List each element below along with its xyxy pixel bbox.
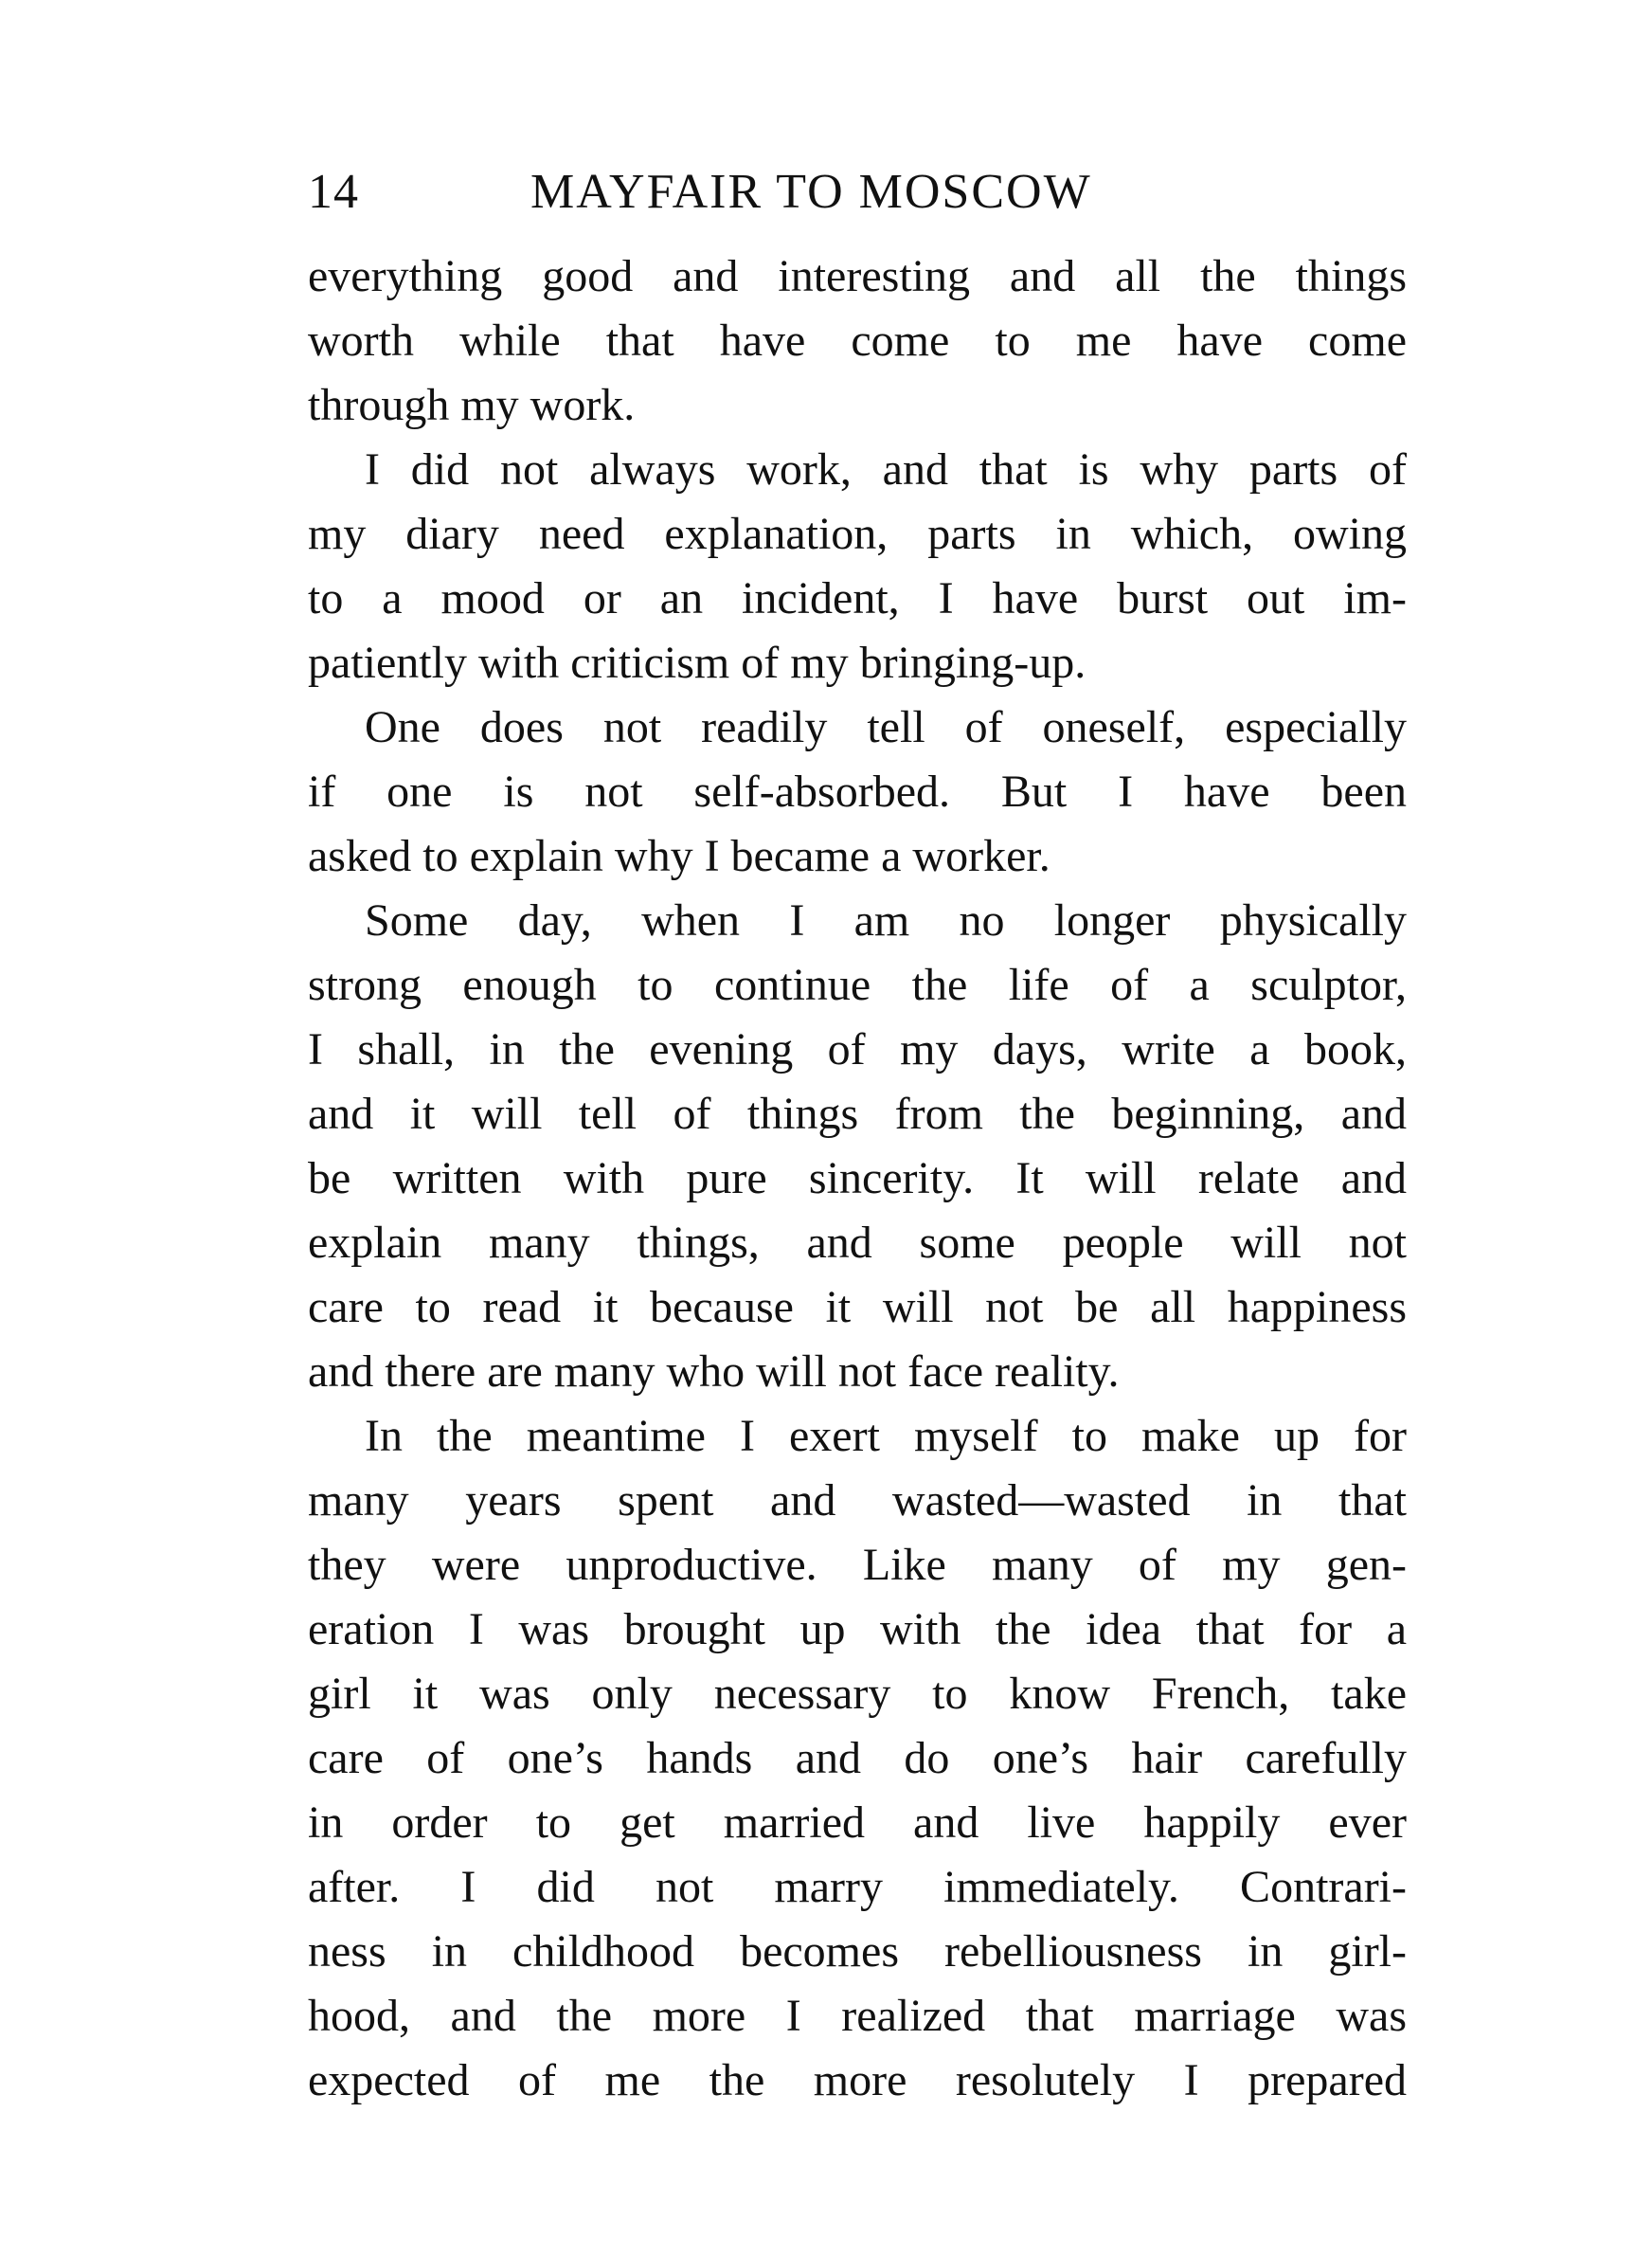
- body-text: [308, 244, 1407, 2113]
- text-line: they were unproductive. Like many of my gen-: [308, 1540, 1407, 1590]
- book-title: MAYFAIR TO MOSCOW: [530, 165, 1092, 219]
- text-line: everything good and interesting and all the things: [308, 251, 1407, 301]
- text-line: patiently with criticism of my bringing-up.: [308, 638, 1086, 688]
- text-line: Some day, when I am no longer physically: [365, 895, 1407, 946]
- text-line: strong enough to continue the life of a sculptor,: [308, 960, 1407, 1010]
- text-line: hood, and the more I realized that marriage was: [308, 1991, 1407, 2041]
- text-line: I did not always work, and that is why parts of: [365, 444, 1407, 495]
- text-line: In the meantime I exert myself to make up for: [365, 1411, 1407, 1461]
- text-line: ness in childhood becomes rebelliousness in girl-: [308, 1926, 1407, 1977]
- page-number: 14: [308, 165, 359, 219]
- text-line: my diary need explanation, parts in which, owing: [308, 509, 1407, 559]
- text-line: many years spent and wasted—wasted in that: [308, 1475, 1407, 1526]
- text-line: after. I did not marry immediately. Contrari-: [308, 1862, 1407, 1912]
- text-line: and it will tell of things from the beginning, and: [308, 1089, 1407, 1139]
- text-line: in order to get married and live happily ever: [308, 1797, 1407, 1848]
- text-line: worth while that have come to me have come: [308, 316, 1407, 366]
- text-line: and there are many who will not face reality.: [308, 1346, 1120, 1397]
- text-line: eration I was brought up with the idea that for a: [308, 1604, 1407, 1654]
- text-line: be written with pure sincerity. It will relate and: [308, 1153, 1407, 1203]
- text-line: explain many things, and some people will not: [308, 1218, 1407, 1268]
- text-line: expected of me the more resolutely I prepared: [308, 2055, 1407, 2105]
- text-line: asked to explain why I became a worker.: [308, 831, 1050, 881]
- text-line: to a mood or an incident, I have burst out im-: [308, 573, 1407, 623]
- text-line: girl it was only necessary to know French, take: [308, 1669, 1407, 1719]
- text-line: I shall, in the evening of my days, write a book,: [308, 1024, 1407, 1074]
- running-head: [308, 159, 1407, 226]
- text-line: One does not readily tell of oneself, especially: [365, 702, 1407, 752]
- text-line: care to read it because it will not be all happiness: [308, 1282, 1407, 1332]
- text-line: if one is not self-absorbed. But I have been: [308, 767, 1407, 817]
- text-line: care of one’s hands and do one’s hair carefully: [308, 1733, 1407, 1783]
- text-line: through my work.: [308, 380, 636, 430]
